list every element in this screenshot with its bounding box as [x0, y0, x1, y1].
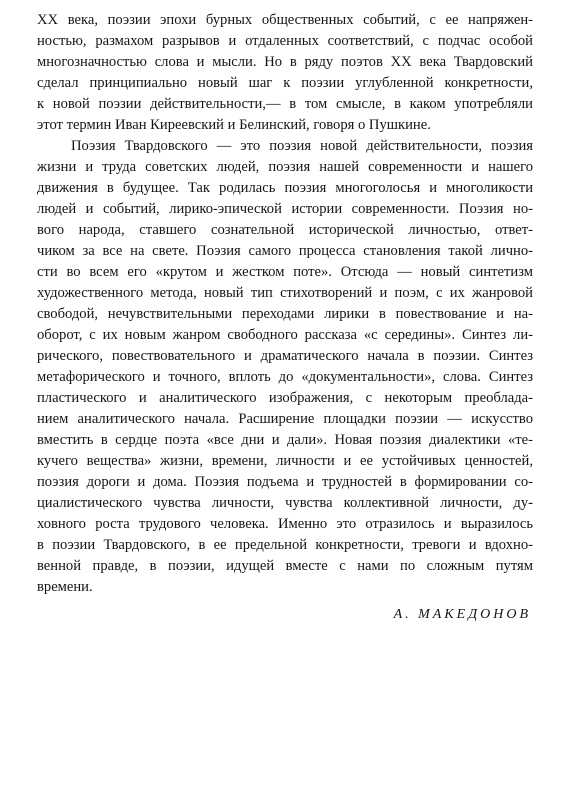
text-line: венной правде, в поэзии, идущей вместе с нами по сложным путям [37, 558, 533, 574]
text-line: этот термин Иван Киреевский и Белинский, говоря о Пушкине. [37, 117, 431, 133]
text-line: художественного метода, новый тип стихотворений и поэм, с их жанровой [37, 285, 533, 301]
text-line: XX века, поэзии эпохи бурных общественных событий, с ее напряжен- [37, 12, 533, 28]
paragraph-1 [37, 10, 533, 136]
text-line: жизни и труда советских людей, поэзия нашей современности и нашего [37, 159, 533, 175]
text-line: к новой поэзии действительности,— в том смысле, в каком употребляли [37, 96, 533, 112]
text-line: людей и событий, лирико-эпической истории современности. Поэзия но- [37, 201, 533, 217]
text-line: оборот, с их новым жанром свободного рассказа «с середины». Синтез ли- [37, 327, 533, 343]
author-signature: А. МАКЕДОНОВ [393, 607, 531, 622]
text-line: рического, повествовательного и драматического начала в поэзии. Синтез [37, 348, 533, 364]
text-line: многозначностью слова и мысли. Но в ряду поэтов XX века Твардовский [37, 54, 533, 70]
text-line: Поэзия Твардовского — это поэзия новой действительности, поэзия [71, 138, 533, 154]
text-line: времени. [37, 579, 93, 595]
text-line: вого народа, ставшего сознательной исторической личностью, ответ- [37, 222, 533, 238]
text-line: пластического и аналитического изображения, с некоторым преоблада- [37, 390, 533, 406]
text-line: в поэзии Твардовского, в ее предельной конкретности, тревоги и вдохно- [37, 537, 533, 553]
text-line: вместить в сердце поэта «все дни и дали». Новая поэзия диалектики «те- [37, 432, 533, 448]
text-line: ховного роста трудового человека. Именно это отразилось и выразилось [37, 516, 533, 532]
text-line: кучего вещества» жизни, времени, личности и ее устойчивых ценностей, [37, 453, 533, 469]
text-line: метафорического и точного, вплоть до «документальности», слова. Синтез [37, 369, 533, 385]
text-line: свободой, нечувствительными переходами лирики в повествование и на- [37, 306, 533, 322]
text-line: поэзия дороги и дома. Поэзия подъема и трудностей в формировании со- [37, 474, 533, 490]
text-line: чиком за все на свете. Поэзия самого процесса становления такой лично- [37, 243, 533, 259]
text-line: движения в будущее. Так родилась поэзия многоголосья и многоликости [37, 180, 533, 196]
text-line: сделал принципиально новый шаг к поэзии углубленной конкретности, [37, 75, 533, 91]
text-line: ностью, размахом разрывов и отдаленных соответствий, с подчас особой [37, 33, 533, 49]
text-line: сти во всем его «крутом и жестком поте». Отсюда — новый синтетизм [37, 264, 533, 280]
text-line: циалистического чувства личности, чувства коллективной личности, ду- [37, 495, 533, 511]
document-page [37, 10, 533, 625]
text-line: нием аналитического начала. Расширение площадки поэзии — искусство [37, 411, 533, 427]
paragraph-2 [37, 136, 533, 598]
